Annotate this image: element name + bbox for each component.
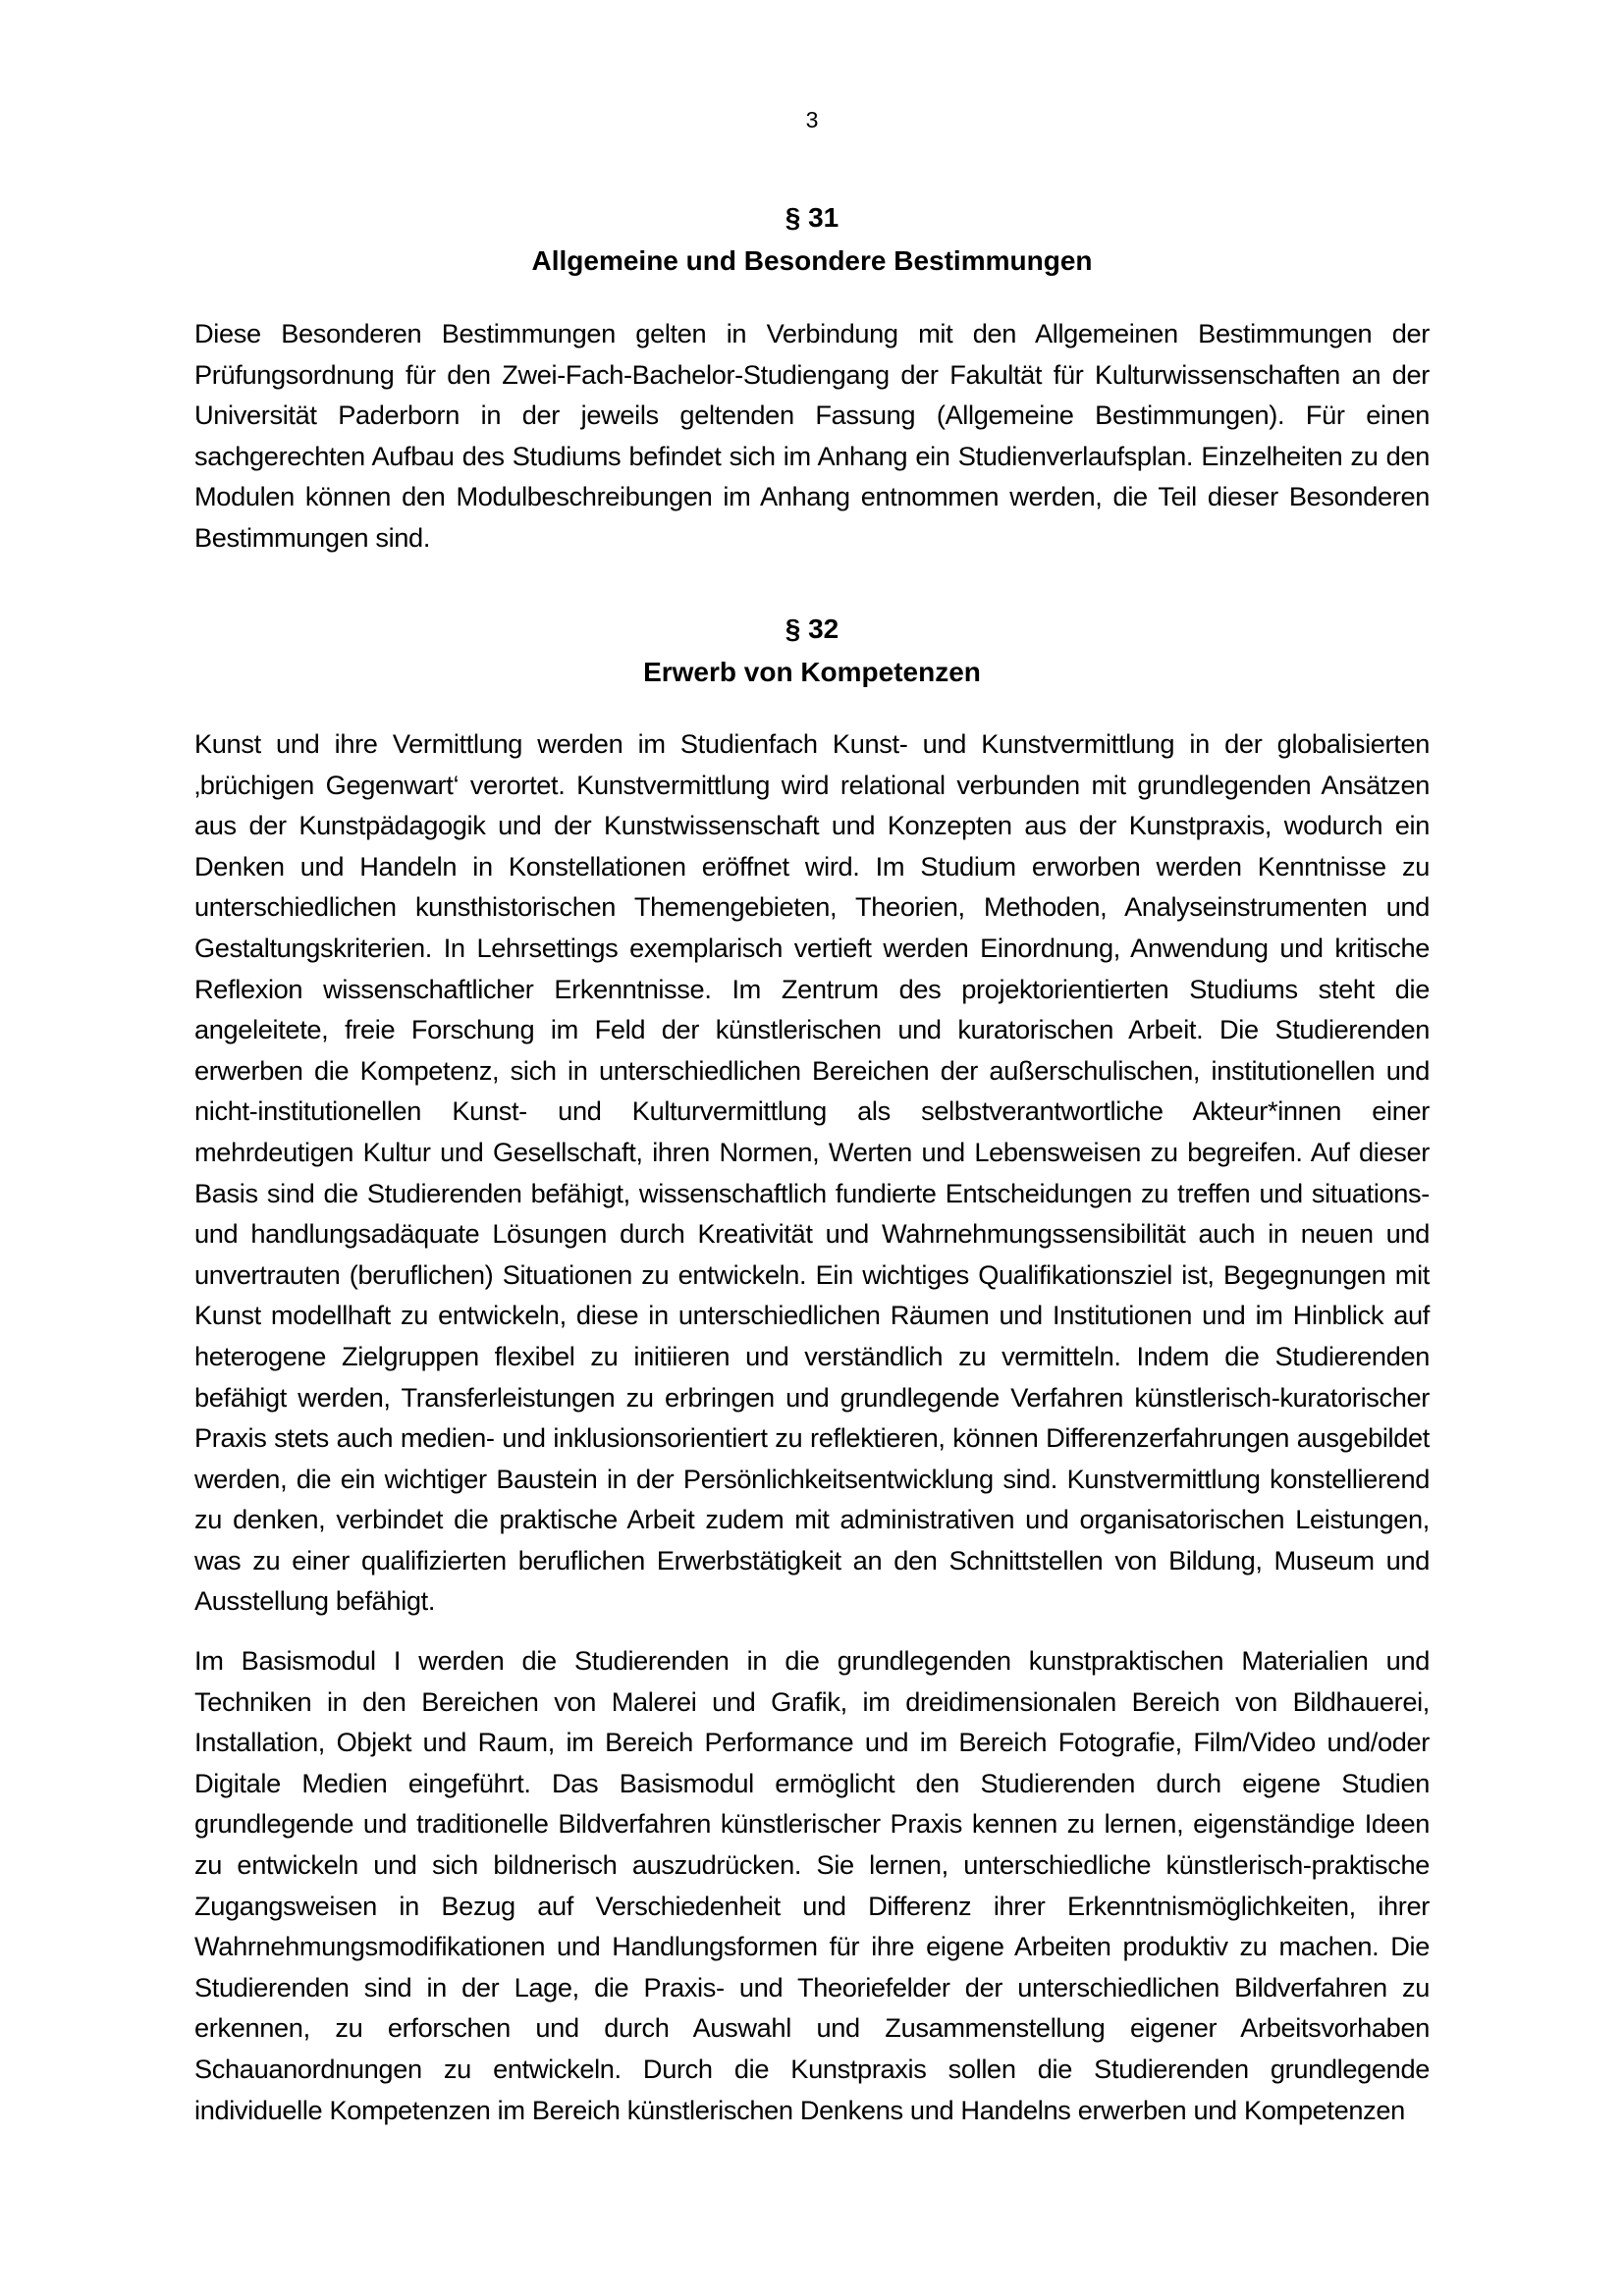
section-31-number: § 31 [785,202,839,233]
section-32-paragraph-1: Kunst und ihre Vermittlung werden im Studienfach Kunst- und Kunstvermittlung in der globalisierten ‚brüchigen Gegenwart‘ verortet. Kunstvermittlung wird relational verbunden mit grundlegenden Ansätzen aus der Kunstpädagogik und der Kunstwissenschaft und Konzepten aus der Kunstpraxis, wodurch ein Denken und Handeln in Konstellationen eröffnet wird. Im Studium erworben werden Kenntnisse zu unterschiedlichen kunsthistorischen Themengebieten, Theorien, Methoden, Analyseinstrumenten und Gestaltungskriterien. In Lehrsettings exemplarisch vertieft werden Einordnung, Anwendung und kritische Reflexion wissenschaftlicher Erkenntnisse. Im Zentrum des projektorientierten Studiums steht die angeleitete, freie Forschung im Feld der künstlerischen und kuratorischen Arbeit. Die Studierenden erwerben die Kompetenz, sich in unterschiedlichen Bereichen der außerschulischen, institutionellen und nicht-institutionellen Kunst- und Kulturvermittlung als selbstverantwortliche Akteur*innen einer mehrdeutigen Kultur und Gesellschaft, ihren Normen, Werten und Lebensweisen zu begreifen. Auf dieser Basis sind die Studierenden befähigt, wissenschaftlich fundierte Entscheidungen zu treffen und situations- und handlungsadäquate Lösungen durch Kreativität und Wahrnehmungssensibilität auch in neuen und unvertrauten (beruflichen) Situationen zu entwickeln. Ein wichtiges Qualifikationsziel ist, Begegnungen mit Kunst modellhaft zu entwickeln, diese in unterschiedlichen Räumen und Institutionen und im Hinblick auf heterogene Zielgruppen flexibel zu initiieren und verständlich zu vermitteln. Indem die Studierenden befähigt werden, Transferleistungen zu erbringen und grundlegende Verfahren künstlerisch-kuratorischer Praxis stets auch medien- und inklusionsorientiert zu reflektieren, können Differenzerfahrungen ausgebildet werden, die ein wichtiger Baustein in der Persönlichkeitsentwicklung sind. Kunstvermittlung konstellierend zu denken, verbindet die praktische Arbeit zudem mit administrativen und organisatorischen Leistungen, was zu einer qualifizierten beruflichen Erwerbstätigkeit an den Schnittstellen von Bildung, Museum und Ausstellung befähigt. [194,728,1430,1617]
section-32-title: Erwerb von Kompetenzen [643,657,981,687]
section-31-heading [0,196,1624,283]
section-32-number: § 32 [785,614,839,644]
section-31-title: Allgemeine und Besondere Bestimmungen [531,245,1093,276]
page-number: 3 [805,107,819,133]
section-32-paragraph-2: Im Basismodul I werden die Studierenden in die grundlegenden kunstpraktischen Materialien und Techniken in den Bereichen von Malerei und Grafik, im dreidimensionalen Bereich von Bildhauerei, Installation, Objekt und Raum, im Bereich Performance und im Bereich Fotografie, Film/Video und/oder Digitale Medien eingeführt. Das Basismodul ermöglicht den Studierenden durch eigene Studien grundlegende und traditionelle Bildverfahren künstlerischer Praxis kennen zu lernen, eigenständige Ideen zu entwickeln und sich bildnerisch auszudrücken. Sie lernen, unterschiedliche künstlerisch-praktische Zugangsweisen in Bezug auf Verschiedenheit und Differenz ihrer Erkenntnismöglichkeiten, ihrer Wahrnehmungsmodifikationen und Handlungsformen für ihre eigene Arbeiten produktiv zu machen. Die Studierenden sind in der Lage, die Praxis- und Theoriefelder der unterschiedlichen Bildverfahren zu erkennen, zu erforschen und durch Auswahl und Zusammenstellung eigener Arbeitsvorhaben Schauanordnungen zu entwickeln. Durch die Kunstpraxis sollen die Studierenden grundlegende individuelle Kompetenzen im Bereich künstlerischen Denkens und Handelns erwerben und Kompetenzen [194,1645,1430,2125]
section-32-heading [0,608,1624,694]
section-31-paragraph-1: Diese Besonderen Bestimmungen gelten in Verbindung mit den Allgemeinen Bestimmungen der Prüfungsordnung für den Zwei-Fach-Bachelor-Studiengang der Fakultät für Kulturwissenschaften an der Universität Paderborn in der jeweils geltenden Fassung (Allgemeine Bestimmungen). Für einen sachgerechten Aufbau des Studiums befindet sich im Anhang ein Studienverlaufsplan. Einzelheiten zu den Modulen können den Modulbeschreibungen im Anhang entnommen werden, die Teil dieser Besonderen Bestimmungen sind. [194,318,1430,553]
